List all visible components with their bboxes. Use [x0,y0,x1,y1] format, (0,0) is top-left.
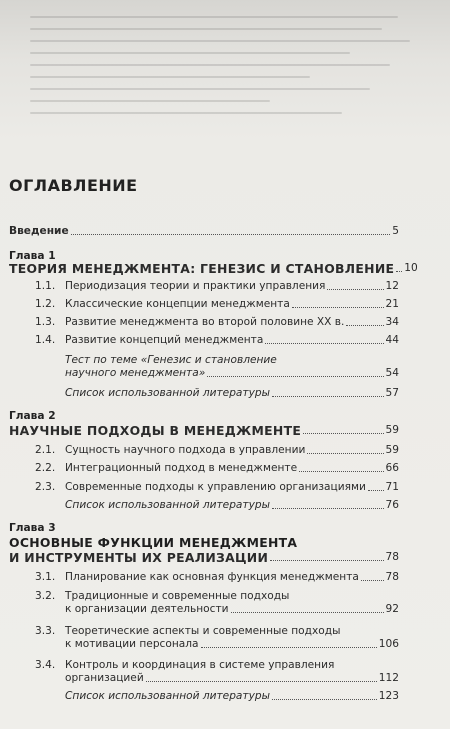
page-number: 92 [385,603,399,615]
page-number: 12 [385,280,399,292]
section-title: Современные подходы к управлению организациями [65,481,366,493]
section-number: 1.3. [35,316,56,328]
toc-entry-1-4[interactable] [35,334,399,347]
toc-entry-1-2[interactable] [35,298,399,311]
chapter-2-title: НАУЧНЫЕ ПОДХОДЫ В МЕНЕДЖМЕНТЕ [9,423,302,438]
chapter-2-title-row[interactable] [9,424,399,437]
chapter-3-title-line-2: И ИНСТРУМЕНТЫ ИХ РЕАЛИЗАЦИИ [9,550,269,565]
toc-entry-2-2[interactable] [35,462,399,475]
toc-entry-3-4[interactable] [35,659,399,685]
leader-dots [272,508,384,509]
toc-entry-3-2[interactable] [35,590,399,616]
chapter-3-title-line-1: ОСНОВНЫЕ ФУНКЦИИ МЕНЕДЖМЕНТА [9,535,298,550]
section-title: Планирование как основная функция менеджмента [65,571,359,583]
section-number: 2.2. [35,462,56,474]
leader-dots [299,471,383,472]
section-title-line-2: к мотивации персонала [65,638,199,650]
leader-dots [272,699,377,700]
section-number: 2.1. [35,444,56,456]
references-label: Список использованной литературы [65,387,270,399]
leader-dots [272,396,384,397]
section-number: 3.3. [35,625,56,637]
leader-dots [303,433,383,434]
section-number: 2.3. [35,481,56,493]
toc-entry-ch1-refs[interactable] [65,387,399,400]
leader-dots [270,560,383,561]
page-number: 66 [385,462,399,474]
chapter-3-title-row[interactable] [9,551,399,564]
toc-entry-3-1[interactable] [35,571,399,584]
page-number: 21 [385,298,399,310]
leader-dots [265,343,383,344]
toc-entry-intro[interactable] [9,225,399,238]
toc-entry-2-3[interactable] [35,481,399,494]
page-number: 57 [385,387,399,399]
page-number: 106 [378,638,399,650]
section-number: 1.2. [35,298,56,310]
intro-label: Введение [9,225,69,237]
test-line-2: научного менеджмента» [65,367,206,379]
leader-dots [231,612,384,613]
section-title: Классические концепции менеджмента [65,298,290,310]
section-title: Развитие менеджмента во второй половине XX в. [65,316,345,328]
section-number: 3.4. [35,659,56,671]
page-number: 59 [385,424,399,436]
page-number: 54 [385,367,399,379]
chapter-1-label: Глава 1 [9,250,56,262]
test-line-1: Тест по теме «Генезис и становление [65,354,277,366]
section-number: 3.2. [35,590,56,602]
section-3-3-line-2 [35,638,399,651]
chapter-2-label: Глава 2 [9,410,56,422]
test-line-2-row [65,367,399,380]
section-title: Интеграционный подход в менеджменте [65,462,298,474]
section-title-line-1: Теоретические аспекты и современные подходы [65,625,341,637]
leader-dots [368,490,384,491]
section-number: 3.1. [35,571,56,583]
toc-entry-1-1[interactable] [35,280,399,293]
leader-dots [307,453,383,454]
leader-dots [146,681,377,682]
page-number: 112 [378,672,399,684]
section-number: 1.1. [35,280,56,292]
page-number: 78 [385,551,399,563]
section-title: Периодизация теории и практики управления [65,280,326,292]
toc-entry-ch2-refs[interactable] [65,499,399,512]
toc-entry-3-3[interactable] [35,625,399,651]
toc-title: ОГЛАВЛЕНИЕ [9,176,138,195]
leader-dots [71,234,391,235]
page-number: 71 [385,481,399,493]
leader-dots [396,271,402,272]
chapter-1-title-row[interactable] [9,261,418,276]
page-number: 78 [385,571,399,583]
page-number: 34 [385,316,399,328]
toc-entry-ch3-refs[interactable] [65,690,399,703]
section-title-line-1: Контроль и координация в системе управления [65,659,335,671]
section-3-2-line-2 [35,603,399,616]
section-3-4-line-2 [35,672,399,685]
section-title-line-1: Традиционные и современные подходы [65,590,290,602]
leader-dots [207,376,383,377]
section-title: Сущность научного подхода в управлении [65,444,306,456]
section-title-line-2: к организации деятельности [65,603,229,615]
leader-dots [361,580,384,581]
chapter-1-title: ТЕОРИЯ МЕНЕДЖМЕНТА: ГЕНЕЗИС И СТАНОВЛЕНИЕ [9,261,395,276]
section-title-line-2: организацией [65,672,144,684]
section-title: Развитие концепций менеджмента [65,334,264,346]
toc-entry-test[interactable] [65,354,399,380]
page-number: 5 [392,225,399,237]
references-label: Список использованной литературы [65,690,270,702]
leader-dots [327,289,383,290]
page-number: 59 [385,444,399,456]
page-number: 44 [385,334,399,346]
section-number: 1.4. [35,334,56,346]
toc-entry-2-1[interactable] [35,444,399,457]
toc-entry-1-3[interactable] [35,316,399,329]
page-number: 76 [385,499,399,511]
leader-dots [201,647,377,648]
bleed-through-text [30,6,430,156]
leader-dots [292,307,384,308]
leader-dots [346,325,383,326]
page-number: 123 [378,690,399,702]
chapter-3-label: Глава 3 [9,522,56,534]
references-label: Список использованной литературы [65,499,270,511]
page-number: 10 [404,262,418,274]
